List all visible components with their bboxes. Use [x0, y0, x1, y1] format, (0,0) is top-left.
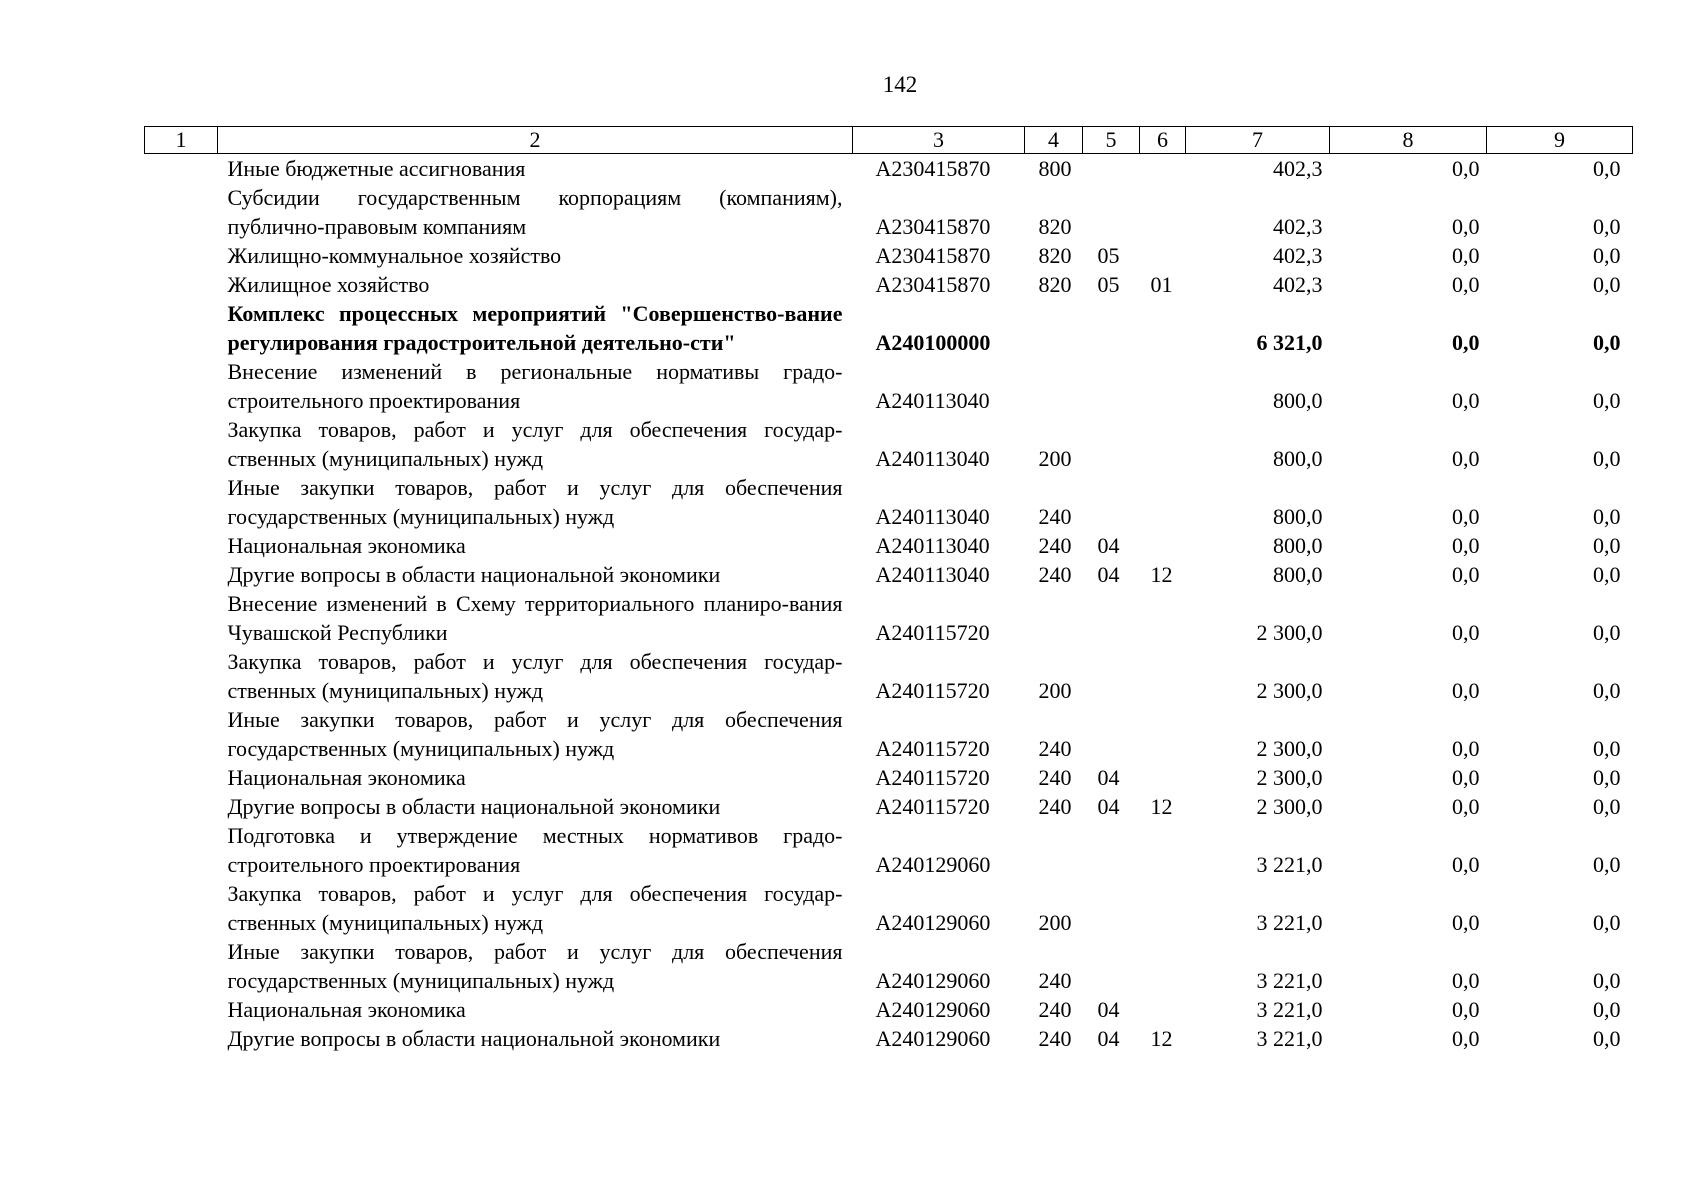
table-row: [145, 705, 1633, 763]
table-row: [145, 531, 1633, 560]
cell-amount-col-7: 800,0: [1273, 504, 1323, 529]
cell-expense-type: [1025, 821, 1083, 879]
cell-description: Другие вопросы в области национальной экономики: [227, 562, 721, 587]
cell-target-code: А240113040: [875, 388, 990, 413]
cell-expense-type: 240: [1038, 794, 1072, 819]
cell-amount-col-9: 0,0: [1593, 156, 1621, 181]
cell-col-1: [145, 299, 218, 357]
cell-subsection: [1140, 357, 1186, 415]
cell-section: 05: [1097, 243, 1120, 268]
cell-amount-col-7: 2 300,0: [1256, 794, 1323, 819]
cell-amount-col-9: 0,0: [1593, 562, 1621, 587]
cell-amount-col-8: 0,0: [1452, 678, 1480, 703]
cell-amount-col-8: 0,0: [1452, 997, 1480, 1022]
cell-col-1: [145, 589, 218, 647]
cell-target-code: А240129060: [875, 997, 991, 1022]
cell-description: Национальная экономика: [227, 765, 466, 790]
cell-amount-col-8: 0,0: [1452, 910, 1480, 935]
cell-expense-type: 240: [1038, 765, 1072, 790]
cell-amount-col-9: 0,0: [1593, 997, 1621, 1022]
cell-amount-col-7: 6 321,0: [1256, 330, 1323, 355]
cell-subsection: [1140, 879, 1186, 937]
cell-target-code: А240129060: [875, 968, 991, 993]
cell-section: [1083, 299, 1140, 357]
cell-target-code: А240129060: [875, 852, 991, 877]
table-row: [145, 763, 1633, 792]
cell-section: 04: [1097, 794, 1120, 819]
cell-target-code: А240129060: [875, 910, 991, 935]
cell-amount-col-8: 0,0: [1452, 794, 1480, 819]
header-col-3: 3: [853, 127, 1025, 154]
cell-description: Закупка товаров, работ и услуг для обеспечения государ-ственных (муниципальных) нужд: [227, 417, 843, 471]
cell-description: Другие вопросы в области национальной экономики: [227, 1026, 721, 1051]
cell-subsection: [1140, 299, 1186, 357]
cell-amount-col-8: 0,0: [1452, 446, 1480, 471]
cell-col-1: [145, 763, 218, 792]
table-row: [145, 270, 1633, 299]
cell-subsection: 01: [1150, 272, 1173, 297]
cell-description: Иные бюджетные ассигнования: [227, 156, 526, 181]
cell-target-code: А230415870: [875, 214, 991, 239]
table-row: [145, 589, 1633, 647]
cell-description: Иные закупки товаров, работ и услуг для обеспечения государственных (муниципальных) нужд: [227, 475, 843, 529]
cell-section: 05: [1097, 272, 1120, 297]
cell-amount-col-9: 0,0: [1593, 968, 1621, 993]
cell-amount-col-9: 0,0: [1593, 214, 1621, 239]
cell-col-1: [145, 937, 218, 995]
cell-description: Внесение изменений в региональные нормативы градо-строительного проектирования: [227, 359, 843, 413]
cell-col-1: [145, 241, 218, 270]
cell-expense-type: 240: [1038, 997, 1072, 1022]
cell-col-1: [145, 792, 218, 821]
cell-description: Закупка товаров, работ и услуг для обеспечения государ-ственных (муниципальных) нужд: [227, 649, 843, 703]
cell-expense-type: 240: [1038, 562, 1072, 587]
table-row: [145, 357, 1633, 415]
cell-amount-col-9: 0,0: [1593, 533, 1621, 558]
cell-description: Закупка товаров, работ и услуг для обеспечения государ-ственных (муниципальных) нужд: [227, 881, 843, 935]
cell-section: [1083, 647, 1140, 705]
cell-amount-col-8: 0,0: [1452, 243, 1480, 268]
cell-expense-type: 240: [1038, 968, 1072, 993]
cell-subsection: [1140, 183, 1186, 241]
cell-amount-col-7: 402,3: [1273, 214, 1323, 239]
cell-amount-col-9: 0,0: [1593, 330, 1621, 355]
cell-expense-type: 200: [1038, 910, 1072, 935]
cell-target-code: А240115720: [875, 678, 990, 703]
cell-amount-col-7: 800,0: [1273, 533, 1323, 558]
cell-amount-col-7: 402,3: [1273, 272, 1323, 297]
cell-col-1: [145, 357, 218, 415]
cell-expense-type: 800: [1038, 156, 1072, 181]
cell-amount-col-8: 0,0: [1452, 272, 1480, 297]
cell-subsection: [1140, 821, 1186, 879]
cell-amount-col-7: 2 300,0: [1256, 765, 1323, 790]
cell-subsection: [1140, 763, 1186, 792]
cell-col-1: [145, 531, 218, 560]
cell-section: [1083, 589, 1140, 647]
cell-description: Жилищно-коммунальное хозяйство: [227, 243, 562, 268]
table-row: [145, 241, 1633, 270]
header-col-8: 8: [1330, 127, 1487, 154]
header-row: [145, 127, 1633, 154]
cell-target-code: А240115720: [875, 620, 990, 645]
cell-amount-col-7: 3 221,0: [1256, 910, 1323, 935]
table-row: [145, 183, 1633, 241]
cell-col-1: [145, 473, 218, 531]
cell-amount-col-7: 3 221,0: [1256, 1026, 1323, 1051]
cell-amount-col-8: 0,0: [1452, 504, 1480, 529]
cell-amount-col-9: 0,0: [1593, 243, 1621, 268]
cell-subsection: [1140, 241, 1186, 270]
cell-section: [1083, 879, 1140, 937]
budget-table: [144, 126, 1633, 1053]
cell-expense-type: 200: [1038, 678, 1072, 703]
cell-col-1: [145, 154, 218, 184]
cell-amount-col-7: 3 221,0: [1256, 997, 1323, 1022]
cell-amount-col-7: 800,0: [1273, 388, 1323, 413]
cell-expense-type: 240: [1038, 504, 1072, 529]
cell-target-code: А230415870: [875, 156, 991, 181]
cell-section: [1083, 937, 1140, 995]
cell-amount-col-8: 0,0: [1452, 388, 1480, 413]
cell-subsection: [1140, 705, 1186, 763]
cell-amount-col-9: 0,0: [1593, 765, 1621, 790]
cell-subsection: 12: [1150, 1026, 1173, 1051]
cell-amount-col-8: 0,0: [1452, 562, 1480, 587]
cell-amount-col-9: 0,0: [1593, 272, 1621, 297]
cell-col-1: [145, 647, 218, 705]
cell-expense-type: 240: [1038, 533, 1072, 558]
cell-expense-type: 240: [1038, 1026, 1072, 1051]
cell-target-code: А240115720: [875, 765, 990, 790]
cell-target-code: А240100000: [875, 330, 991, 355]
header-col-2: 2: [218, 127, 853, 154]
cell-amount-col-8: 0,0: [1452, 736, 1480, 761]
cell-expense-type: 820: [1038, 243, 1072, 268]
cell-description: Национальная экономика: [227, 533, 466, 558]
cell-amount-col-7: 3 221,0: [1256, 852, 1323, 877]
cell-target-code: А240115720: [875, 794, 990, 819]
cell-section: [1083, 183, 1140, 241]
cell-description: Подготовка и утверждение местных нормативов градо-строительного проектирования: [227, 823, 843, 877]
cell-target-code: А230415870: [875, 243, 991, 268]
cell-subsection: [1140, 154, 1186, 184]
table-row: [145, 937, 1633, 995]
cell-description: Внесение изменений в Схему территориального планиро-вания Чувашской Республики: [227, 591, 843, 645]
cell-amount-col-9: 0,0: [1593, 504, 1621, 529]
cell-amount-col-7: 402,3: [1273, 243, 1323, 268]
cell-target-code: А230415870: [875, 272, 991, 297]
cell-col-1: [145, 995, 218, 1024]
cell-amount-col-7: 2 300,0: [1256, 678, 1323, 703]
cell-target-code: А240113040: [875, 562, 990, 587]
cell-col-1: [145, 183, 218, 241]
table-body: [145, 154, 1633, 1054]
cell-expense-type: [1025, 357, 1083, 415]
cell-description: Комплекс процессных мероприятий "Совершенство-вание регулирования градостроительной деятельно-сти": [227, 301, 843, 355]
cell-section: [1083, 821, 1140, 879]
cell-amount-col-7: 2 300,0: [1256, 736, 1323, 761]
cell-amount-col-7: 402,3: [1273, 156, 1323, 181]
cell-col-1: [145, 270, 218, 299]
cell-target-code: А240115720: [875, 736, 990, 761]
cell-description: Иные закупки товаров, работ и услуг для обеспечения государственных (муниципальных) нужд: [227, 707, 843, 761]
cell-amount-col-8: 0,0: [1452, 214, 1480, 239]
header-col-5: 5: [1083, 127, 1140, 154]
cell-amount-col-8: 0,0: [1452, 156, 1480, 181]
table-row: [145, 560, 1633, 589]
cell-target-code: А240113040: [875, 533, 990, 558]
cell-expense-type: 240: [1038, 736, 1072, 761]
cell-amount-col-7: 800,0: [1273, 562, 1323, 587]
cell-col-1: [145, 705, 218, 763]
cell-expense-type: 820: [1038, 272, 1072, 297]
cell-amount-col-8: 0,0: [1452, 620, 1480, 645]
table-row: [145, 1024, 1633, 1053]
cell-subsection: [1140, 415, 1186, 473]
cell-subsection: [1140, 473, 1186, 531]
cell-subsection: [1140, 589, 1186, 647]
cell-amount-col-7: 3 221,0: [1256, 968, 1323, 993]
cell-subsection: [1140, 937, 1186, 995]
cell-col-1: [145, 415, 218, 473]
cell-amount-col-7: 2 300,0: [1256, 620, 1323, 645]
header-col-6: 6: [1140, 127, 1186, 154]
cell-section: [1083, 705, 1140, 763]
cell-expense-type: [1025, 299, 1083, 357]
cell-col-1: [145, 879, 218, 937]
cell-amount-col-9: 0,0: [1593, 1026, 1621, 1051]
table-row: [145, 299, 1633, 357]
cell-amount-col-8: 0,0: [1452, 1026, 1480, 1051]
cell-amount-col-9: 0,0: [1593, 388, 1621, 413]
cell-amount-col-8: 0,0: [1452, 765, 1480, 790]
cell-amount-col-9: 0,0: [1593, 446, 1621, 471]
cell-section: [1083, 473, 1140, 531]
cell-description: Жилищное хозяйство: [227, 272, 430, 297]
cell-expense-type: 200: [1038, 446, 1072, 471]
cell-section: 04: [1097, 562, 1120, 587]
table-row: [145, 792, 1633, 821]
cell-target-code: А240113040: [875, 446, 990, 471]
cell-col-1: [145, 821, 218, 879]
cell-subsection: [1140, 995, 1186, 1024]
cell-amount-col-9: 0,0: [1593, 794, 1621, 819]
table-row: [145, 473, 1633, 531]
cell-section: 04: [1097, 997, 1120, 1022]
cell-amount-col-9: 0,0: [1593, 678, 1621, 703]
cell-expense-type: 820: [1038, 214, 1072, 239]
cell-description: Национальная экономика: [227, 997, 466, 1022]
cell-expense-type: [1025, 589, 1083, 647]
table-row: [145, 647, 1633, 705]
cell-col-1: [145, 560, 218, 589]
cell-amount-col-9: 0,0: [1593, 620, 1621, 645]
cell-amount-col-8: 0,0: [1452, 533, 1480, 558]
page-number: 142: [882, 72, 918, 97]
header-col-7: 7: [1186, 127, 1330, 154]
cell-amount-col-8: 0,0: [1452, 968, 1480, 993]
cell-subsection: 12: [1150, 562, 1173, 587]
cell-description: Субсидии государственным корпорациям (компаниям), публично-правовым компаниям: [227, 185, 843, 239]
cell-section: 04: [1097, 765, 1120, 790]
cell-amount-col-8: 0,0: [1452, 330, 1480, 355]
cell-target-code: А240129060: [875, 1026, 991, 1051]
cell-amount-col-7: 800,0: [1273, 446, 1323, 471]
cell-subsection: [1140, 647, 1186, 705]
cell-subsection: 12: [1150, 794, 1173, 819]
table-row: [145, 821, 1633, 879]
cell-subsection: [1140, 531, 1186, 560]
cell-section: [1083, 415, 1140, 473]
table-row: [145, 415, 1633, 473]
header-col-1: 1: [145, 127, 218, 154]
cell-section: [1083, 357, 1140, 415]
cell-amount-col-8: 0,0: [1452, 852, 1480, 877]
cell-amount-col-9: 0,0: [1593, 910, 1621, 935]
table-row: [145, 154, 1633, 184]
table-row: [145, 879, 1633, 937]
cell-amount-col-9: 0,0: [1593, 736, 1621, 761]
cell-section: 04: [1097, 533, 1120, 558]
cell-amount-col-9: 0,0: [1593, 852, 1621, 877]
cell-description: Иные закупки товаров, работ и услуг для обеспечения государственных (муниципальных) нужд: [227, 939, 843, 993]
cell-section: 04: [1097, 1026, 1120, 1051]
header-col-4: 4: [1025, 127, 1083, 154]
cell-section: [1083, 154, 1140, 184]
cell-target-code: А240113040: [875, 504, 990, 529]
cell-description: Другие вопросы в области национальной экономики: [227, 794, 721, 819]
table-row: [145, 995, 1633, 1024]
cell-col-1: [145, 1024, 218, 1053]
header-col-9: 9: [1487, 127, 1633, 154]
